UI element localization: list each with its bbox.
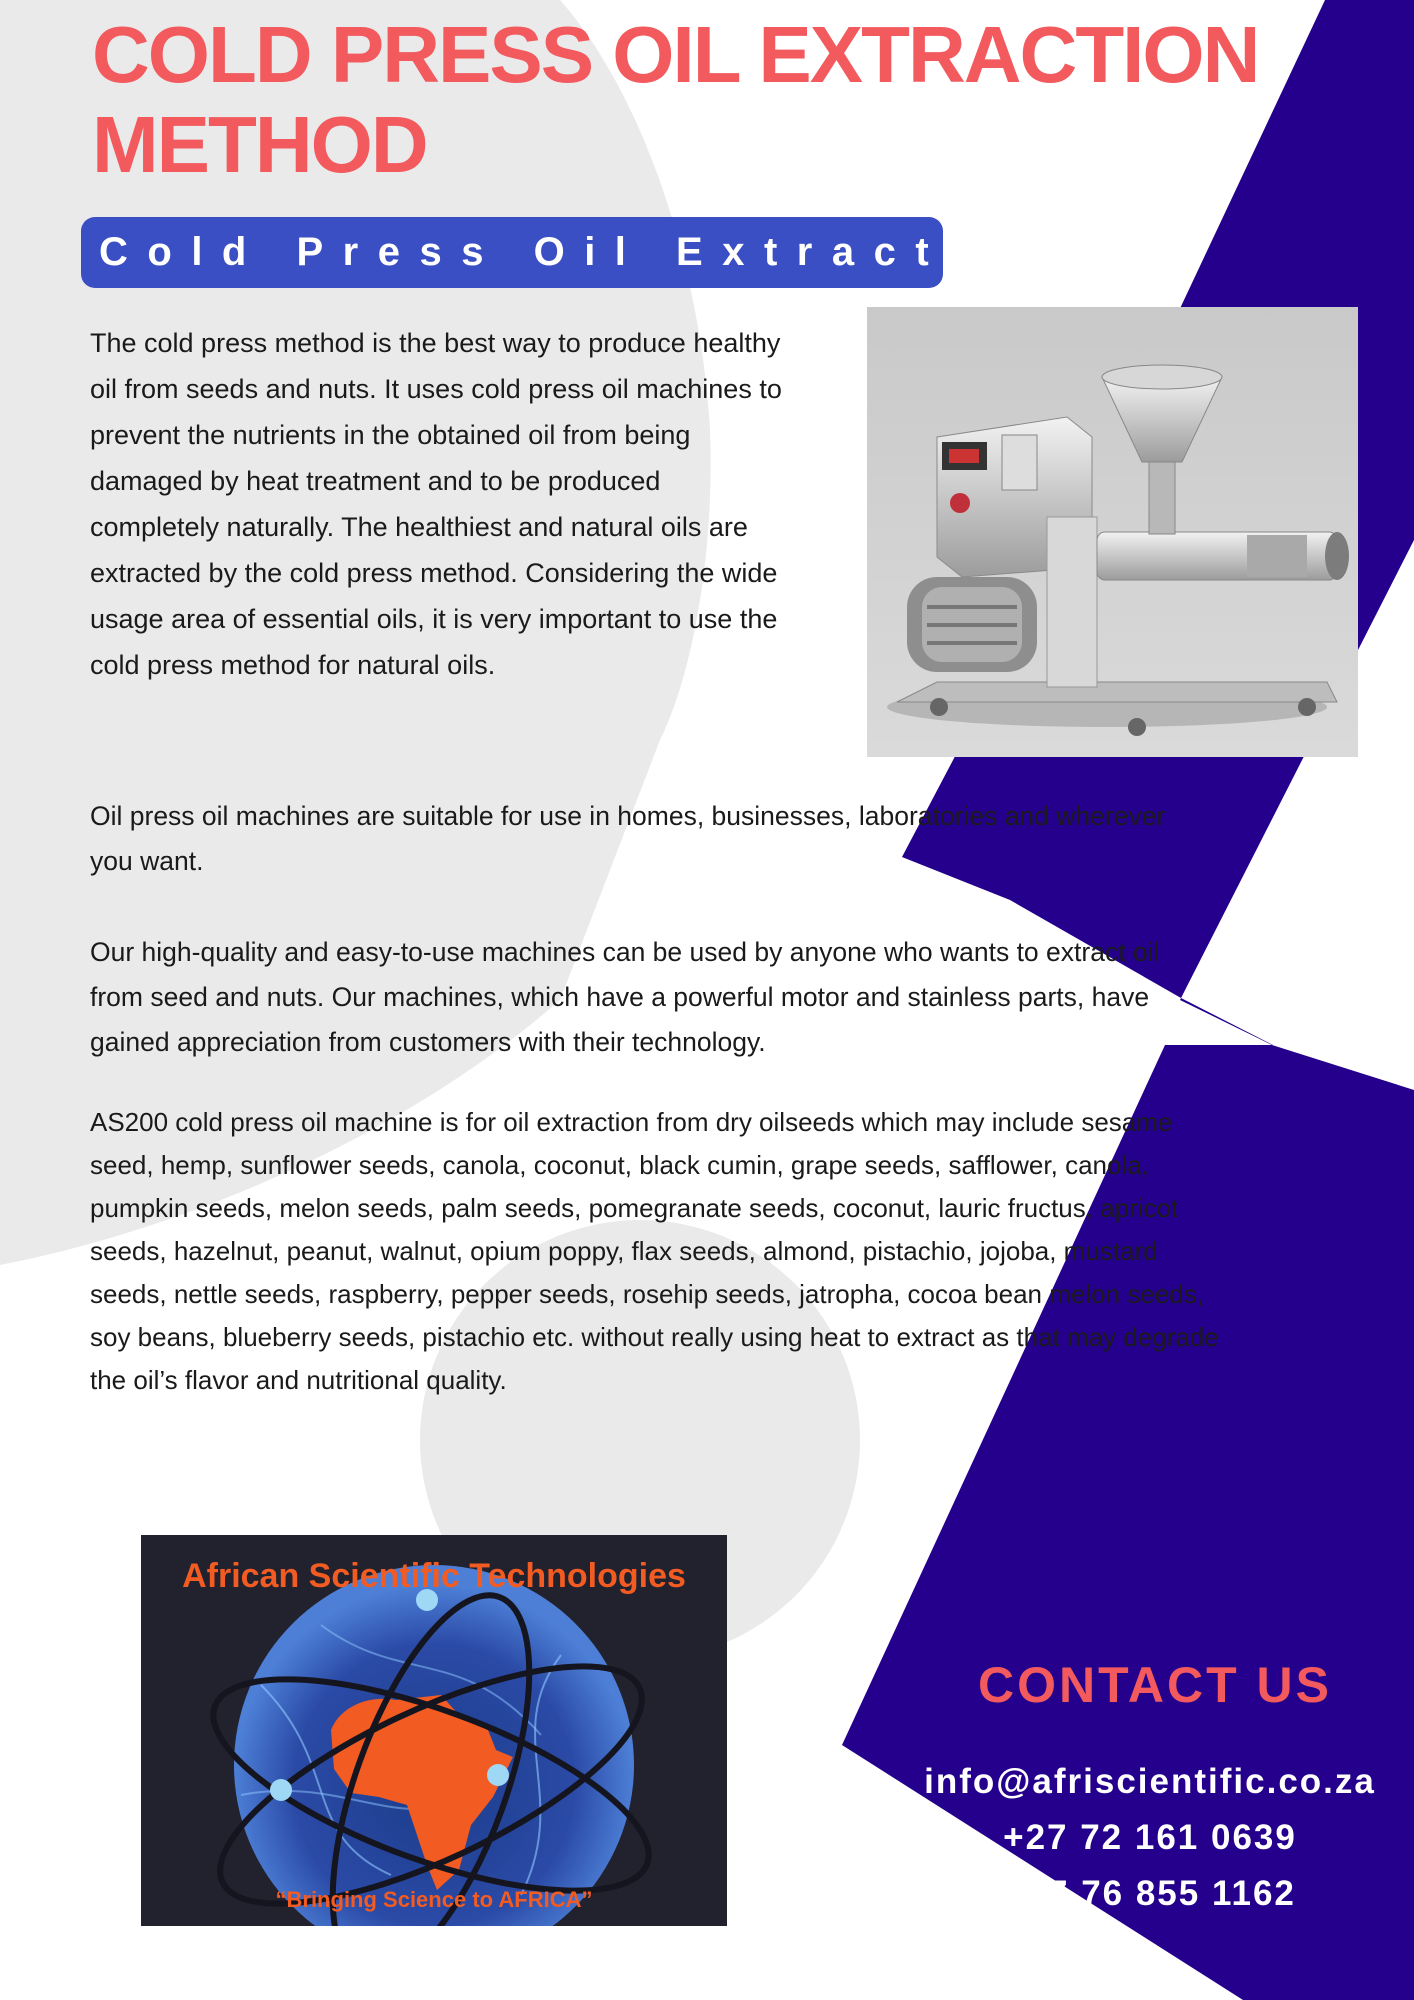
contact-email-link[interactable]: info@afriscientific.co.za [924, 1762, 1376, 1801]
intro-paragraph: The cold press method is the best way to produce healthy oil from seeds and nuts. It uses cold press oil machines to prevent the nutrients in the obtained oil from being damaged by heat treatment and to be produced completely naturally. The healthiest and natural oils are extracted by the cold press method. Considering the wide usage area of essential oils, it is very important to use the cold press method for natural oils. [90, 328, 782, 680]
quality-paragraph: Our high-quality and easy-to-use machines can be used by anyone who wants to extract oil from seed and nuts. Our machines, which have a powerful motor and stainless parts, have gained appreciation from customers with their technology. [90, 937, 1160, 1057]
contact-heading: CONTACT US [977, 1657, 1333, 1713]
usage-paragraph: Oil press oil machines are suitable for use in homes, businesses, laboratories and wherever you want. [90, 801, 1166, 876]
oil-press-machine-image [867, 307, 1358, 757]
subtitle-pill [81, 217, 1028, 288]
logo-company-name: African Scientific Technologies [182, 1557, 686, 1595]
logo-slogan: “Bringing Science to AFRICA” [275, 1887, 593, 1912]
as200-paragraph: AS200 cold press oil machine is for oil extraction from dry oilseeds which may include sesame seed, hemp, sunflower seeds, canola, coconut, black cumin, grape seeds, safflower, canola, pumpkin seeds, melon seeds, palm seeds, pomegranate seeds, coconut, lauric fructus, apricot seeds, hazelnut, peanut, walnut, opium poppy, flax seeds, almond, pistachio, jojoba, mustard seeds, nettle seeds, raspberry, pepper seeds, rosehip seeds, jatropha, cocoa bean melon seeds, soy beans, blueberry seeds, pistachio etc. without really using heat to extract as that may degrade the oil’s flavor and nutritional quality. [90, 1107, 1219, 1395]
subtitle-text: Cold Press Oil Extractor [99, 230, 1028, 274]
page-title: COLD PRESS OIL EXTRACTION METHOD [92, 10, 1259, 189]
contact-phone-1[interactable]: +27 72 161 0639 [1003, 1818, 1297, 1857]
company-logo [141, 1535, 727, 1926]
contact-phone-2[interactable]: +27 76 855 1162 [1004, 1874, 1296, 1913]
